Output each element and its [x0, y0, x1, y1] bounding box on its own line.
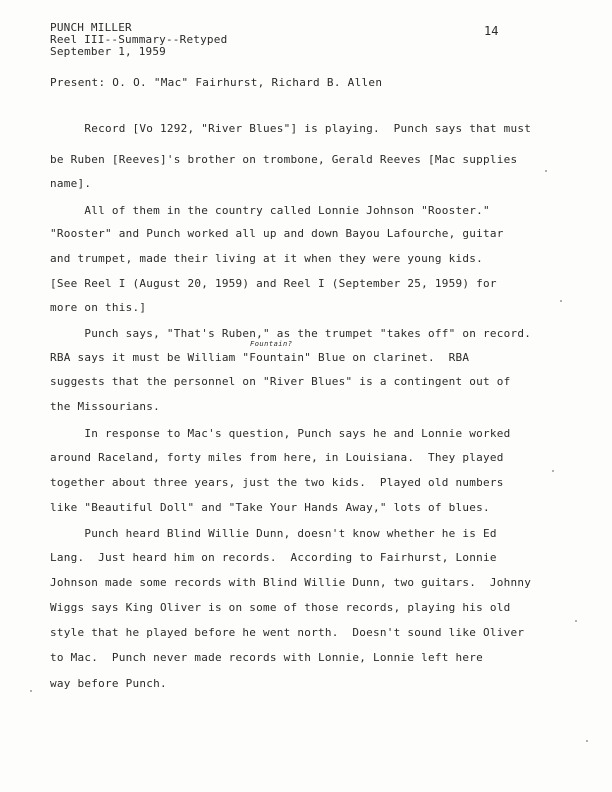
present-line: Present: O. O. "Mac" Fairhurst, Richard B. Allen [50, 76, 383, 89]
text-line: suggests that the personnel on "River Blues" is a contingent out of [50, 375, 511, 388]
text-line: more on this.] [50, 301, 147, 314]
text-line: name]. [50, 177, 92, 190]
text-line: [See Reel I (August 20, 1959) and Reel I (September 25, 1959) for [50, 277, 497, 290]
scan-speck [586, 740, 588, 742]
text-line: to Mac. Punch never made records with Lonnie, Lonnie left here [50, 651, 483, 664]
text-line: Punch heard Blind Willie Dunn, doesn't know whether he is Ed [50, 527, 497, 540]
scan-speck [560, 300, 562, 302]
text-line: be Ruben [Reeves]'s brother on trombone, Gerald Reeves [Mac supplies [50, 153, 518, 166]
document-header [50, 22, 227, 58]
scan-speck [30, 690, 32, 692]
text-line: Lang. Just heard him on records. According to Fairhurst, Lonnie [50, 551, 497, 564]
scan-speck [552, 470, 554, 472]
text-line: "Rooster" and Punch worked all up and down Bayou Lafourche, guitar [50, 227, 504, 240]
page-number: 14 [484, 24, 499, 38]
header-date: September 1, 1959 [50, 45, 166, 58]
text-line: Punch says, "That's Ruben," as the trumpet "takes off" on record. [50, 327, 532, 340]
text-line: Johnson made some records with Blind Willie Dunn, two guitars. Johnny [50, 576, 532, 589]
text-line: together about three years, just the two kids. Played old numbers [50, 476, 504, 489]
text-line: around Raceland, forty miles from here, in Louisiana. They played [50, 451, 504, 464]
text-line: Wiggs says King Oliver is on some of those records, playing his old [50, 601, 511, 614]
text-line: the Missourians. [50, 400, 160, 413]
text-line: and trumpet, made their living at it when they were young kids. [50, 252, 483, 265]
header-reel: Reel III--Summary--Retyped [50, 33, 228, 46]
text-line: All of them in the country called Lonnie Johnson "Rooster." [50, 204, 490, 217]
text-line: like "Beautiful Doll" and "Take Your Hands Away," lots of blues. [50, 501, 490, 514]
text-line: RBA says it must be William "Fountain" Blue on clarinet. RBA [50, 351, 470, 364]
text-line: style that he played before he went north. Doesn't sound like Oliver [50, 626, 525, 639]
text-line: In response to Mac's question, Punch says he and Lonnie worked [50, 427, 511, 440]
scan-speck [545, 170, 547, 172]
header-title: PUNCH MILLER [50, 21, 132, 34]
handwritten-annotation: Fountain? [250, 340, 293, 348]
scan-speck [575, 620, 577, 622]
text-line: way before Punch. [50, 677, 167, 690]
text-line: Record [Vo 1292, "River Blues"] is playing. Punch says that must [50, 122, 532, 135]
